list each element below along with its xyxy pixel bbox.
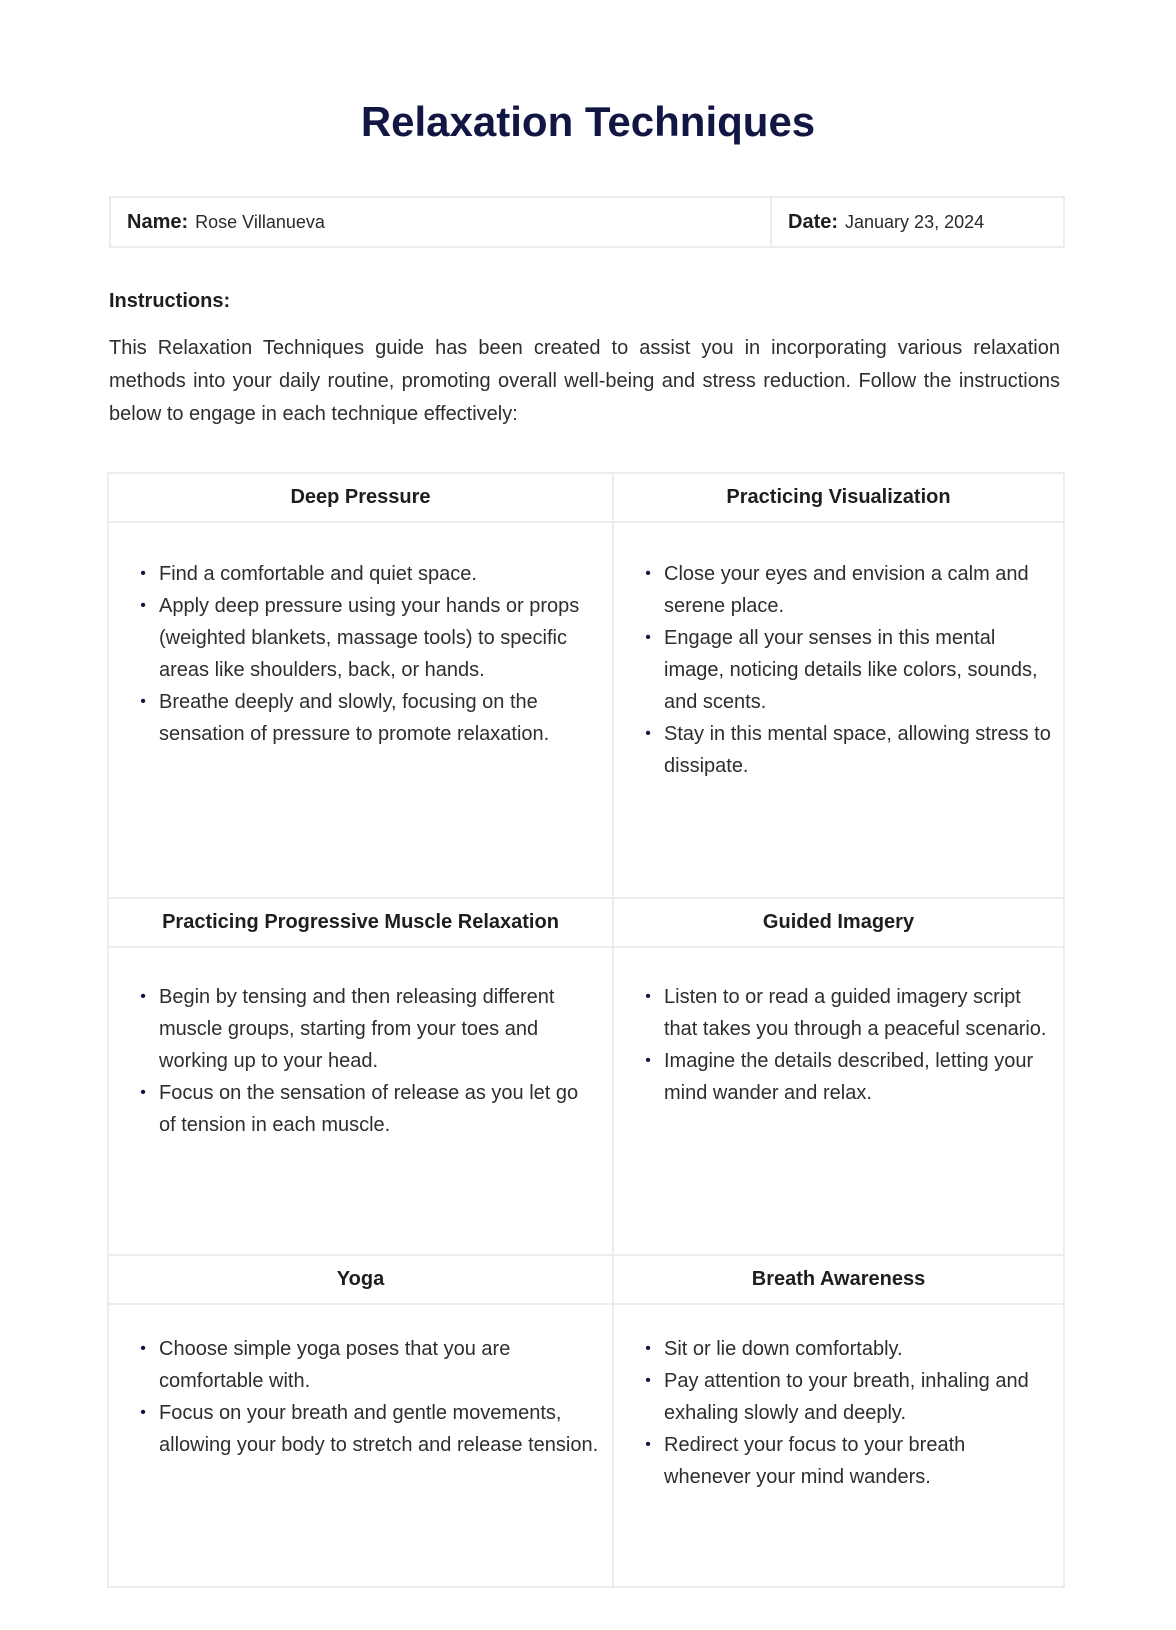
list-item: • Find a comfortable and quiet space. [159,558,612,590]
bullet-icon: • [140,1084,146,1101]
list-item: • Begin by tensing and then releasing different muscle groups, starting from your toes and working up to your head. [159,981,612,1077]
list-item: • Redirect your focus to your breath whenever your mind wanders. [664,1429,1063,1493]
bullet-icon: • [140,597,146,614]
bullet-icon: • [645,565,651,582]
steps-list [614,1305,1063,1493]
list-item: • Choose simple yoga poses that you are comfortable with. [159,1333,612,1397]
bullet-icon: • [645,629,651,646]
bullet-icon: • [645,725,651,742]
bullet-icon: • [645,1052,651,1069]
list-item: • Close your eyes and envision a calm and serene place. [664,558,1063,622]
techniques-table [107,472,1065,1588]
steps-list [109,948,612,1141]
table-header-row [108,898,1064,947]
technique-title-yoga: Yoga [108,1255,613,1304]
technique-title-visualization: Practicing Visualization [613,473,1064,522]
technique-title-progressive-muscle-relaxation: Practicing Progressive Muscle Relaxation [108,898,613,947]
steps-list [614,523,1063,782]
list-item: • Pay attention to your breath, inhaling and exhaling slowly and deeply. [664,1365,1063,1429]
bullet-icon: • [140,988,146,1005]
name-value: Rose Villanueva [195,211,325,232]
list-item: • Focus on your breath and gentle movements, allowing your body to stretch and release tension. [159,1397,612,1461]
bullet-icon: • [140,565,146,582]
bullet-icon: • [140,1404,146,1421]
list-item: • Imagine the details described, letting your mind wander and relax. [664,1045,1063,1109]
bullet-icon: • [645,988,651,1005]
table-header-row [108,1255,1064,1304]
steps-list [109,1305,612,1461]
list-item: • Apply deep pressure using your hands or props (weighted blankets, massage tools) to specific areas like shoulders, back, or hands. [159,590,612,686]
table-header-row [108,473,1064,522]
date-label: Date: [788,210,839,233]
technique-steps-guided-imagery [613,947,1064,1255]
instructions-body: This Relaxation Techniques guide has been created to assist you in incorporating various relaxation methods into your daily routine, promoting overall well-being and stress reduction. Follow the instructions below to engage in each technique effectively: [109,337,1060,425]
instructions-heading: Instructions: [109,290,231,312]
bullet-icon: • [140,1340,146,1357]
list-item: • Sit or lie down comfortably. [664,1333,1063,1365]
bullet-icon: • [645,1436,651,1453]
date-value: January 23, 2024 [845,211,985,232]
technique-steps-yoga [108,1304,613,1587]
table-row [108,947,1064,1255]
list-item: • Breathe deeply and slowly, focusing on the sensation of pressure to promote relaxation. [159,686,612,750]
table-row [108,1304,1064,1587]
technique-title-guided-imagery: Guided Imagery [613,898,1064,947]
list-item: • Stay in this mental space, allowing stress to dissipate. [664,718,1063,782]
table-row [108,522,1064,898]
technique-steps-progressive-muscle-relaxation [108,947,613,1255]
steps-list [614,948,1063,1109]
technique-title-breath-awareness: Breath Awareness [613,1255,1064,1304]
bullet-icon: • [140,693,146,710]
page-title: Relaxation Techniques [360,98,816,145]
bullet-icon: • [645,1340,651,1357]
technique-steps-visualization [613,522,1064,898]
bullet-icon: • [645,1372,651,1389]
date-field [772,198,1063,246]
info-box [109,196,1065,248]
technique-title-deep-pressure: Deep Pressure [108,473,613,522]
name-label: Name: [127,210,189,233]
technique-steps-breath-awareness [613,1304,1064,1587]
list-item: • Engage all your senses in this mental image, noticing details like colors, sounds, and scents. [664,622,1063,718]
list-item: • Focus on the sensation of release as you let go of tension in each muscle. [159,1077,612,1141]
steps-list [109,523,612,750]
technique-steps-deep-pressure [108,522,613,898]
list-item: • Listen to or read a guided imagery script that takes you through a peaceful scenario. [664,981,1063,1045]
name-field [111,198,772,246]
